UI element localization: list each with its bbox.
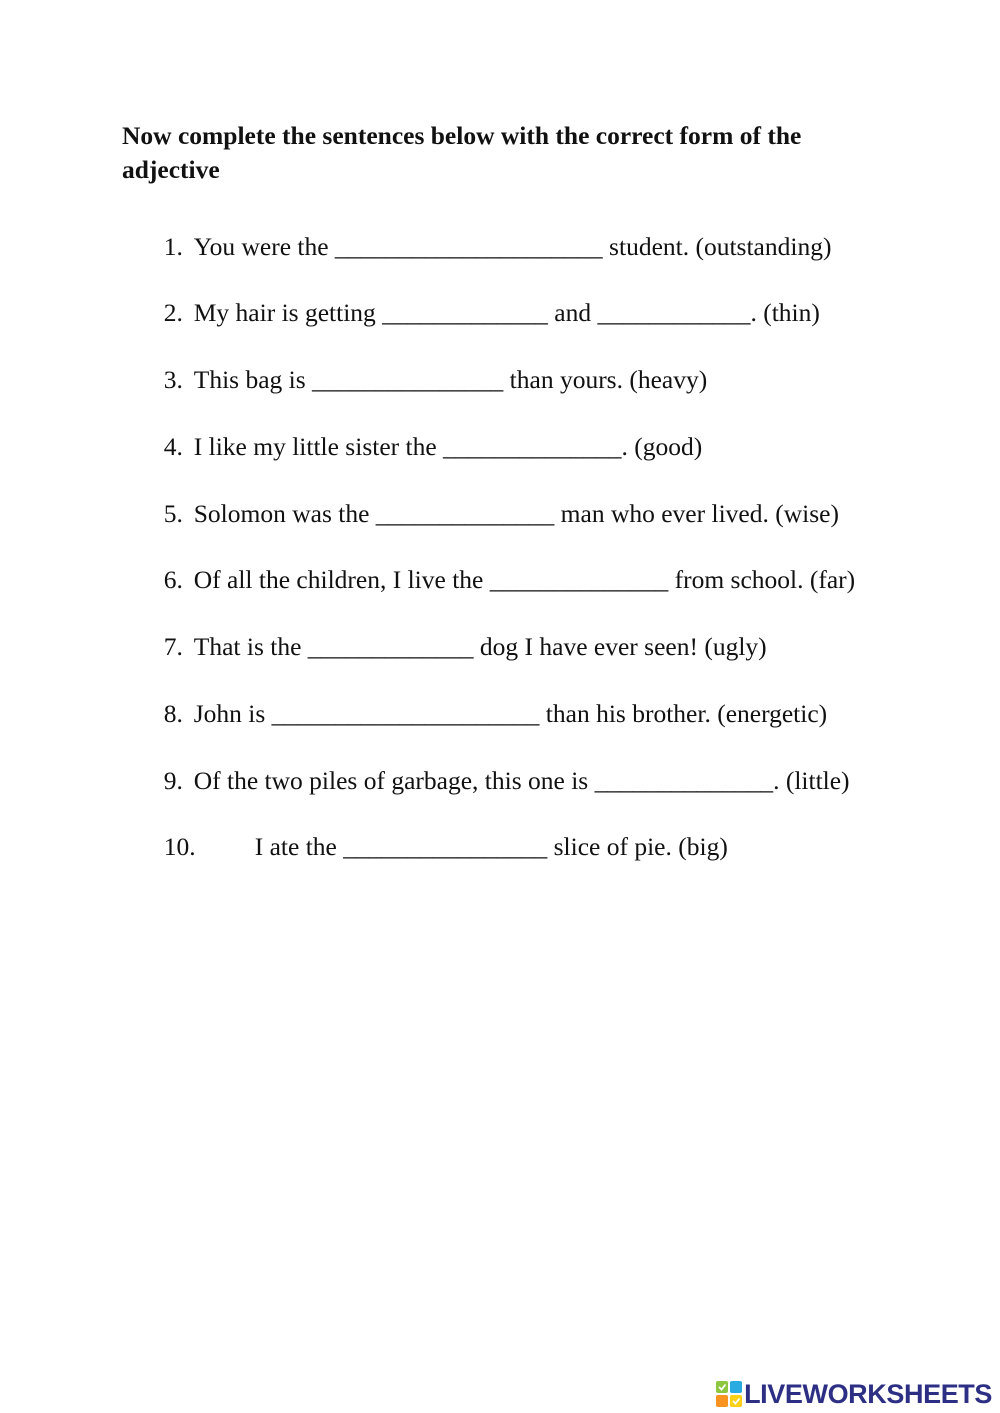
logo-text: LIVEWORKSHEETS — [744, 1378, 992, 1409]
exercise-item-10 — [151, 802, 728, 862]
item-number: 5. — [163, 499, 183, 528]
exercise-item-5 — [151, 469, 839, 529]
item-text: This bag is _______________ than yours. (heavy) — [193, 365, 708, 394]
item-text: Solomon was the ______________ man who ever lived. (wise) — [193, 499, 839, 528]
item-text: You were the _____________________ student. (outstanding) — [193, 232, 832, 261]
item-number: 2. — [163, 298, 183, 327]
item-number: 4. — [163, 432, 183, 461]
exercise-item-6 — [151, 535, 855, 595]
item-text: Of the two piles of garbage, this one is ______________. (little) — [193, 766, 850, 795]
item-number: 10. — [163, 832, 196, 861]
exercise-item-1 — [151, 202, 831, 262]
item-number: 1. — [163, 232, 183, 261]
item-number: 7. — [163, 632, 183, 661]
item-text: I ate the ________________ slice of pie. (big) — [254, 832, 728, 861]
exercise-item-9 — [151, 736, 850, 796]
exercise-item-7 — [151, 602, 767, 662]
item-text: That is the _____________ dog I have ever seen! (ugly) — [193, 632, 767, 661]
instruction-heading: Now complete the sentences below with the correct form of the adjective — [122, 121, 802, 184]
item-text: I like my little sister the ______________. (good) — [193, 432, 703, 461]
item-number: 6. — [163, 565, 183, 594]
item-text: Of all the children, I live the ______________ from school. (far) — [193, 565, 856, 594]
liveworksheets-logo-icon — [716, 1381, 742, 1407]
item-number: 3. — [163, 365, 183, 394]
item-text: My hair is getting _____________ and ____________. (thin) — [193, 298, 820, 327]
item-text: John is _____________________ than his brother. (energetic) — [193, 699, 828, 728]
exercise-item-2 — [151, 268, 820, 328]
exercise-item-4 — [151, 402, 702, 462]
exercise-item-3 — [151, 335, 707, 395]
item-number: 8. — [163, 699, 183, 728]
exercise-item-8 — [151, 669, 827, 729]
item-number: 9. — [163, 766, 183, 795]
liveworksheets-logo — [716, 1376, 992, 1412]
